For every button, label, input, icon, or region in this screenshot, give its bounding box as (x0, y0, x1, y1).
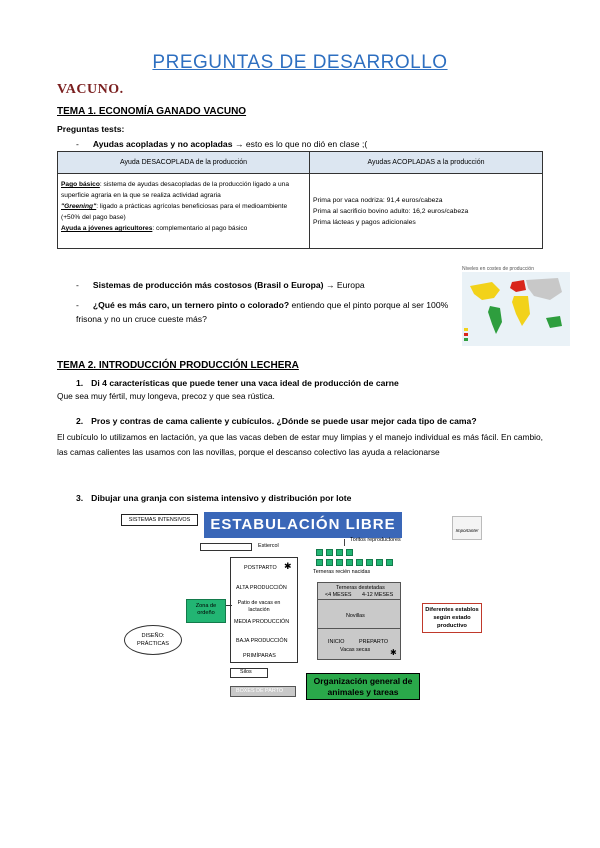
q2-text: Pros y contras de cama caliente y cubículos. ¿Dónde se puede usar mejor cada tipo de cama? (91, 416, 477, 426)
tema1-question-1: - Ayudas acopladas y no acopladas → esto es lo que no dió en clase ;( (76, 139, 368, 149)
q2-number: 2. (76, 416, 84, 426)
col-desacoplada: Ayuda DESACOPLADA de la producción (58, 152, 310, 174)
importante-text: Importante! (455, 528, 479, 533)
inicio-label: INICIO (328, 639, 345, 645)
tema2-answer-2: El cubículo lo utilizamos en lactación, ya que las vacas deben de estar muy limpias y el manejo individual es más fácil. En cambio, las camas calientes las usamos con las novillas, porque el descanso colectivo las ayuda a relacionarse (57, 432, 543, 457)
diferentes-label: Diferentes establos según estado productivo (425, 607, 479, 629)
silos-label: Silos (240, 669, 252, 675)
pago-basico-text: : sistema de ayudas desacopladas de la producción ligado a una superficie agraria en la que se realiza actividad agraria (61, 181, 289, 199)
jovenes-label: Ayuda a jóvenes agricultores (61, 225, 153, 232)
novillas-label: Novillas (346, 613, 365, 619)
cost-map-figure (462, 264, 570, 346)
tests-label: Preguntas tests: (57, 124, 125, 134)
calf-marker (346, 559, 353, 566)
postparto-label: POSTPARTO (244, 565, 277, 571)
page-title: PREGUNTAS DE DESARROLLO (152, 52, 448, 73)
calf-marker (356, 559, 363, 566)
estiercol-box (200, 543, 252, 551)
q3-text: Dibujar una granja con sistema intensivo y distribución por lote (91, 493, 352, 503)
estabulacion-banner: ESTABULACIÓN LIBRE (204, 512, 402, 538)
calf-marker (346, 549, 353, 556)
meses-2-label: 4-12 MESES (362, 592, 394, 598)
sistemas-intensivos-label: SISTEMAS INTENSIVOS (121, 514, 198, 526)
q1-rest: → esto es lo que no dió en clase ;( (232, 139, 368, 149)
tema1-question-2: - Sistemas de producción más costosos (Brasil o Europa) → Europa (76, 280, 365, 290)
calf-marker (326, 559, 333, 566)
q2-bold: Sistemas de producción más costosos (Brasil o Europa) (92, 280, 324, 290)
greening-label: "Greening" (61, 203, 97, 210)
jovenes-text: : complementario al pago básico (152, 225, 248, 232)
patio-label: Patio de vacas en lactación (237, 600, 281, 613)
pago-basico-label: Pago básico (61, 181, 100, 188)
q2-rest: → Europa (323, 280, 365, 290)
tema2-answer-1: Que sea muy fértil, muy longeva, precoz y que sea rústica. (57, 391, 275, 401)
terneras-nacidas-label: Terneras recién nacidas (313, 569, 371, 575)
tema2-question-2 (76, 416, 477, 426)
tema2-question-3 (76, 493, 351, 503)
q1-text: Di 4 características que puede tener una vaca ideal de producción de carne (91, 378, 399, 388)
prima-sacrificio: Prima al sacrificio bovino adulto: 16,2 euros/cabeza (313, 207, 469, 215)
calf-marker (366, 559, 373, 566)
diseno-label: DISEÑO: PRÁCTICAS (136, 633, 169, 647)
alta-label: ALTA PRODUCCIÓN (236, 585, 287, 591)
calf-marker (386, 559, 393, 566)
tema2-question-1 (76, 378, 399, 388)
tema1-question-3: - ¿Qué es más caro, un ternero pinto o colorado? entiendo que el pinto porque al ser 100% frisona y no un cruce cueste más? (76, 300, 449, 324)
calf-marker (376, 559, 383, 566)
organizacion-box: Organización general de animales y tareas (306, 673, 420, 700)
toritos-label: Toritos reproductores (350, 537, 401, 543)
asterisk-icon: ✱ (390, 648, 397, 657)
calf-marker (316, 559, 323, 566)
asterisk-icon: ✱ (284, 561, 292, 571)
q3-bold: ¿Qué es más caro, un ternero pinto o colorado? (92, 300, 290, 310)
cell-desacoplada (58, 174, 310, 249)
calf-marker (336, 559, 343, 566)
primiparas-label: PRIMÍPARAS (243, 653, 276, 659)
greening-text: : ligado a prácticas agrícolas beneficiosas para el medioambiente (+50% del pago base) (61, 203, 288, 221)
media-label: MEDIA PRODUCCIÓN (234, 619, 290, 625)
secas-label: Vacas secas (340, 647, 371, 653)
tema2-heading: TEMA 2. INTRODUCCIÓN PRODUCCIÓN LECHERA (57, 360, 299, 371)
destetadas-label: Terneras destetadas (336, 585, 385, 591)
ordeno-label: Zona de ordeño (195, 603, 217, 616)
baja-label: BAJA PRODUCCIÓN (236, 638, 288, 644)
preparto-label: PREPARTO (359, 639, 389, 645)
map-title: Niveles en costes de producción (462, 266, 534, 272)
meses-1-label: <4 MESES (325, 592, 352, 598)
q3-number: 3. (76, 493, 84, 503)
novillas-divider-1 (317, 599, 401, 600)
col-acopladas: Ayudas ACOPLADAS a la producción (310, 152, 543, 174)
ordeno-connector (226, 605, 232, 606)
calf-marker (316, 549, 323, 556)
prima-nodriza: Prima por vaca nodriza: 91,4 euros/cabeza (313, 196, 443, 204)
q3-rest: entiendo que el pinto porque al ser 100% frisona y no un cruce cueste más? (76, 300, 449, 324)
q1-number: 1. (76, 378, 84, 388)
calf-marker (336, 549, 343, 556)
q1-bold: Ayudas acopladas y no acopladas (92, 139, 233, 149)
calf-marker (326, 549, 333, 556)
estiercol-label: Estiercol (258, 543, 279, 549)
ayudas-table (57, 151, 543, 249)
tema1-heading: TEMA 1. ECONOMÍA GANADO VACUNO (57, 106, 247, 117)
importante-note (452, 516, 482, 540)
toritos-bracket (344, 539, 390, 546)
boxes-parto-label: BOXES DE PARTO (236, 688, 284, 694)
cell-acopladas (310, 174, 543, 249)
novillas-divider-2 (317, 628, 401, 629)
prima-lacteas: Prima lácteas y pagos adicionales (313, 218, 416, 226)
section-heading: VACUNO. (57, 82, 124, 97)
